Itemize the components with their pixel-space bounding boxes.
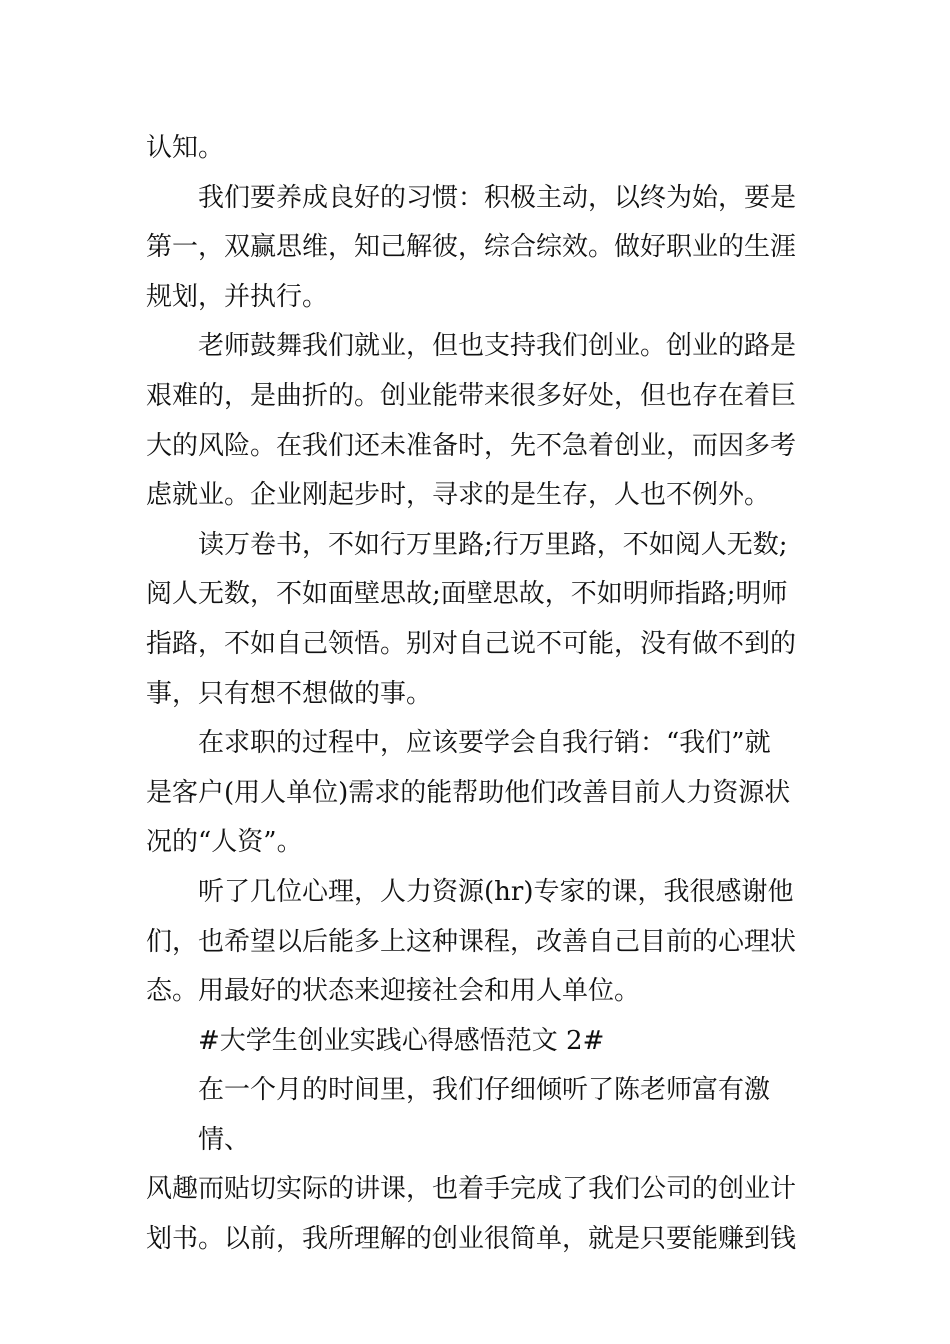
text-line: 们，也希望以后能多上这种课程，改善自己目前的心理状 (146, 926, 797, 957)
text-line: 第一，双赢思维，知己解彼，综合综效。做好职业的生涯 (146, 232, 797, 263)
text-line: 我们要养成良好的习惯：积极主动，以终为始，要是 (198, 182, 797, 213)
text-line: 划书。以前，我所理解的创业很简单，就是只要能赚到钱 (146, 1224, 797, 1255)
text-line: 风趣而贴切实际的讲课，也着手完成了我们公司的创业计 (146, 1174, 797, 1205)
text-line: 况的“人资”。 (146, 827, 303, 858)
text-line: 听了几位心理，人力资源(hr)专家的课，我很感谢他 (198, 876, 794, 907)
text-line: 态。用最好的状态来迎接社会和用人单位。 (146, 976, 641, 1007)
text-line: 阅人无数，不如面壁思故;面壁思故，不如明师指路;明师 (146, 579, 788, 610)
text-line: 虑就业。企业刚起步时，寻求的是生存，人也不例外。 (146, 480, 771, 511)
body-text (146, 124, 810, 1265)
text-line: 在一个月的时间里，我们仔细倾听了陈老师富有激情、 (198, 1075, 771, 1155)
text-line: 规划，并执行。 (146, 281, 329, 312)
text-line: 大的风险。在我们还未准备时，先不急着创业，而因多考 (146, 430, 797, 461)
text-line: 老师鼓舞我们就业，但也支持我们创业。创业的路是 (198, 331, 797, 362)
text-line: 指路，不如自己领悟。别对自己说不可能，没有做不到的 (146, 628, 797, 659)
section-heading: #大学生创业实践心得感悟范文 2# (198, 1025, 605, 1056)
text-line: 事，只有想不想做的事。 (146, 678, 433, 709)
text-line: 在求职的过程中，应该要学会自我行销：“我们”就 (198, 728, 771, 759)
text-line: 读万卷书，不如行万里路;行万里路，不如阅人无数; (198, 529, 788, 560)
text-line: 认知。 (146, 133, 225, 163)
text-line: 是客户(用人单位)需求的能帮助他们改善目前人力资源状 (146, 777, 791, 808)
text-line: 艰难的，是曲折的。创业能带来很多好处，但也存在着巨 (146, 380, 797, 411)
